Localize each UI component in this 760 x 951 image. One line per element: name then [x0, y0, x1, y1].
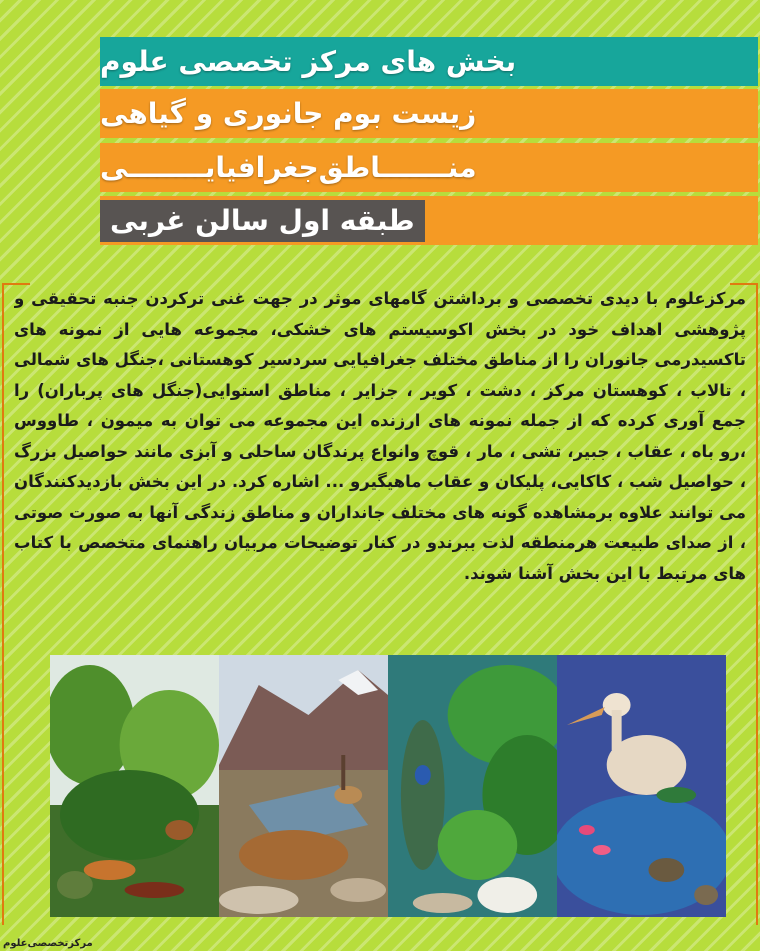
jungle-diorama-photo: [50, 655, 219, 917]
floor-tag: طبقه اول سالن غربی: [100, 200, 425, 242]
regions-text: منـــــــاطق‌جغرافیایــــــــی: [100, 151, 477, 184]
pelican-wetland-photo: [557, 655, 726, 917]
subtitle-banner: [100, 89, 758, 138]
mountain-gazelle-photo: [219, 655, 388, 917]
title-text: بخش های مرکز تخصصی علوم: [100, 45, 517, 78]
photo-gallery: [50, 655, 726, 917]
regions-banner: [100, 143, 758, 192]
footer-brand: مرکزتخصصی‌علوم: [3, 938, 93, 949]
floor-banner: [100, 196, 758, 245]
description-text: مرکزعلوم با دیدی تخصصی و برداشتن گامهای موثر در جهت غنی ترکردن جنبه تحقیقی و پژوهشی اهداف خود در بخش اکوسیستم های خشکی، مجموعه هایی از نمونه های تاکسیدرمی جانوران را از مناطق مختلف جغرافیایی سردسیر کوهستانی ،جنگل های شمالی ، تالاب ، کوهستان مرکز ، دشت ، کویر ، جزایر ، مناطق استوایی(جنگل های پرباران) را جمع آوری کرده که از جمله نمونه های ارزنده این مجموعه می توان به میمون ، طاووس ،رو باه ، عقاب ، جبیر، تشی ، مار ، قوچ وانواع پرندگان ساحلی و آبزی مانند حواصیل بزرگ ، حواصیل شب ، کاکایی، پلیکان و عقاب ماهیگیرو ... اشاره کرد. در این بخش بازدیدکنندگان می توانند علاوه برمشاهده گونه های مختلف جانداران و مناطق زندگی آنها به صورت صوتی ، از صدای طبیعت هرمنطقه لذت ببرندو در کنار توضیحات مربیان راهنمای متخصص با کتاب های مرتبط با این بخش آشنا شوند.: [14, 289, 746, 583]
subtitle-text: زیست بوم جانوری و گیاهی: [100, 97, 477, 130]
peacock-tropical-photo: [388, 655, 557, 917]
title-banner: [100, 37, 758, 86]
